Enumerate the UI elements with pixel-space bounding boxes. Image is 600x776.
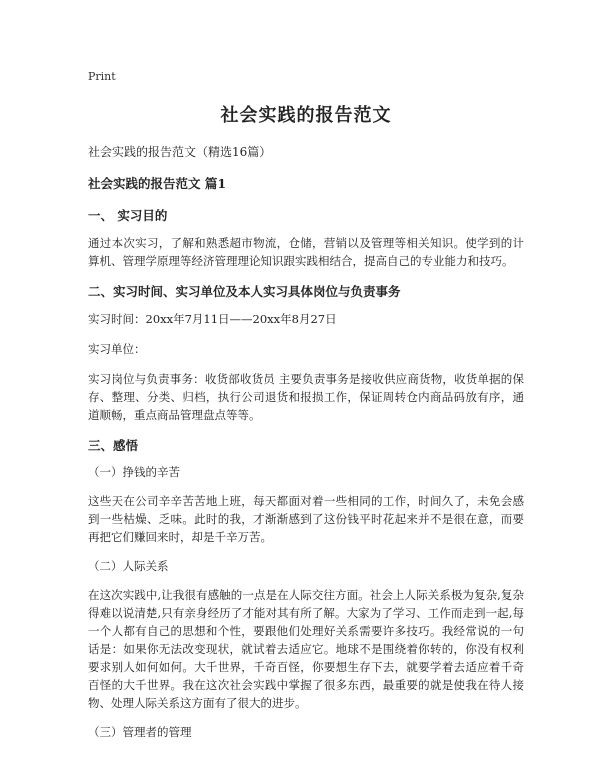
paragraph: 在这次实践中,让我很有感触的一点是在人际交往方面。社会上人际关系极为复杂,复杂得难以说清楚,只有亲身经历了才能对其有所了解。大家为了学习、工作而走到一起,每一个人都有自己的思想和个性，要跟他们处理好关系需要许多技巧。我经常说的一句话是：如果你无法改变现状，就试着去适应它。地球不是围绕着你转的，你没有权利要求别人如何如何。大千世界，千奇百怪，你要想生存下去，就要学着去适应着千奇百怪的大千世界。我在这次社会实践中掌握了很多东西，最重要的就是使我在待人接物、处理人际关系这方面有了很大的进步。 — [88, 588, 524, 710]
print-link[interactable]: Print — [88, 70, 116, 83]
subsection-heading: （二）人际关系 — [88, 559, 169, 573]
paragraph-internship-duties: 实习岗位与负责事务：收货部收货员 主要负责事务是接收供应商货物，收货单据的保存、整理、分类、归档，执行公司退货和报损工作，保证周转仓内商品码放有序，通道顺畅，重点商品管理盘点等等。 — [88, 372, 524, 422]
section-heading-reflections: 三、感悟 — [88, 438, 139, 453]
document-subtitle: 社会实践的报告范文（精选16篇） — [88, 145, 272, 159]
article-heading: 社会实践的报告范文 篇1 — [88, 176, 227, 191]
paragraph: 这些天在公司辛辛苦苦地上班，每天都面对着一些相同的工作，时间久了，未免会感到一些枯燥、乏味。此时的我，才渐渐感到了这份钱平时花起来并不是很在意，而要再把它们赚回来时，却是千辛万苦。 — [88, 494, 524, 544]
paragraph-internship-unit: 实习单位： — [88, 342, 146, 356]
paragraph-internship-time: 实习时间：20xx年7月11日——20xx年8月27日 — [88, 312, 337, 326]
section-heading-internship-info: 二、实习时间、实习单位及本人实习具体岗位与负责事务 — [88, 284, 401, 299]
subsection-heading: （一）挣钱的辛苦 — [88, 465, 180, 479]
paragraph: 通过本次实习，了解和熟悉超市物流，仓储，营销以及管理等相关知识。使学到的计算机、管理学原理等经济管理理论知识跟实践相结合，提高自己的专业能力和技巧。 — [88, 236, 524, 268]
subsection-heading: （三）管理者的管理 — [88, 725, 192, 739]
document-page — [88, 70, 524, 752]
section-heading-purpose: 一、 实习目的 — [88, 208, 168, 223]
document-title: 社会实践的报告范文 — [220, 105, 392, 126]
